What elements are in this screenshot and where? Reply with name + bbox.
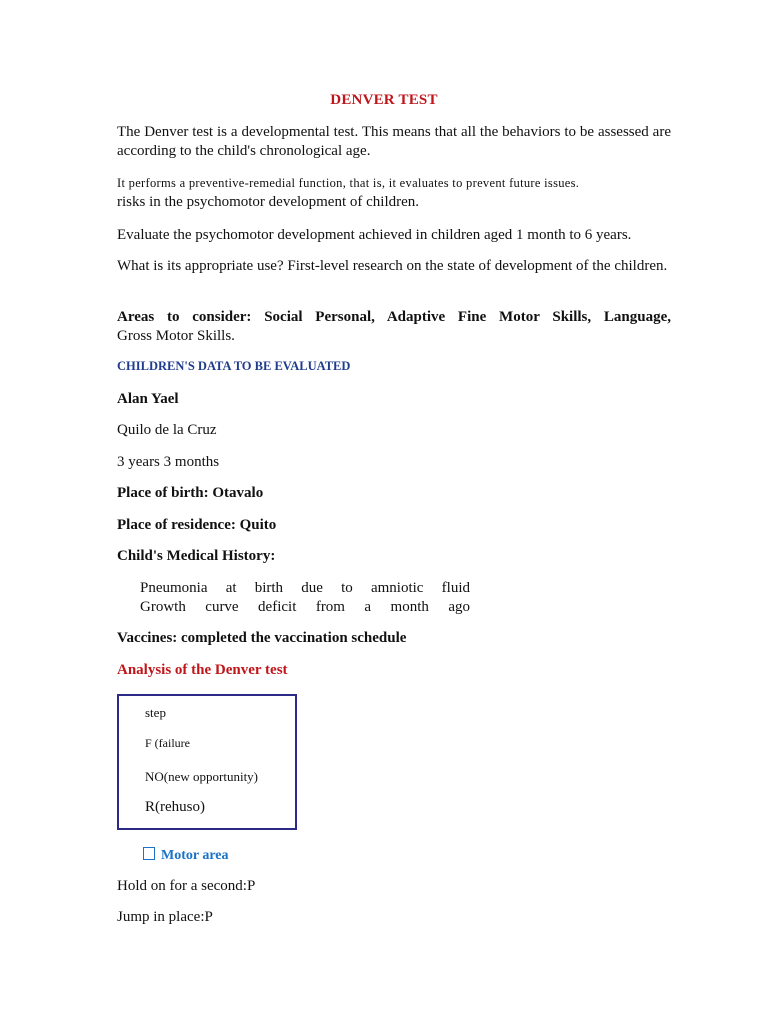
preventive-line-2: risks in the psychomotor development of children.: [117, 194, 420, 210]
legend-box: [117, 694, 297, 830]
legend-new-opportunity: NO(new opportunity): [145, 769, 259, 784]
motor-area-label: Motor area: [161, 848, 229, 863]
intro-paragraph: The Denver test is a developmental test. This means that all the behaviors to be assessed are according to the child's chronological age.: [117, 124, 671, 159]
legend-refusal: R(rehuso): [145, 799, 205, 815]
vaccines-line: Vaccines: completed the vaccination schedule: [117, 630, 407, 646]
areas-bold-line: Areas to consider: Social Personal, Adaptive Fine Motor Skills, Language,: [117, 309, 671, 325]
medical-history-item: Pneumonia at birth due to amniotic fluid: [140, 580, 470, 596]
child-residence: Place of residence: Quito: [117, 517, 277, 533]
child-last-name: Quilo de la Cruz: [117, 422, 217, 438]
child-birth-place: Place of birth: Otavalo: [117, 485, 264, 501]
child-first-name: Alan Yael: [117, 391, 179, 407]
missing-glyph-icon: [143, 847, 155, 860]
motor-item: Hold on for a second:P: [117, 878, 256, 894]
legend-failure: F (failure: [145, 736, 190, 750]
legend-step: step: [145, 705, 166, 720]
motor-item: Jump in place:P: [117, 909, 213, 925]
motor-area-heading: [143, 847, 229, 864]
children-data-header: CHILDREN'S DATA TO BE EVALUATED: [117, 359, 351, 373]
evaluate-paragraph: Evaluate the psychomotor development achieved in children aged 1 month to 6 years.: [117, 227, 632, 243]
analysis-header: Analysis of the Denver test: [117, 662, 288, 678]
medical-history-item: Growth curve deficit from a month ago: [140, 599, 470, 615]
document-title: DENVER TEST: [330, 92, 438, 108]
medical-history-label: Child's Medical History:: [117, 548, 276, 564]
preventive-line-1: It performs a preventive-remedial function, that is, it evaluates to prevent future issues.: [117, 176, 580, 190]
use-paragraph: What is its appropriate use? First-level research on the state of development of the children.: [117, 258, 668, 274]
child-age: 3 years 3 months: [117, 454, 220, 470]
areas-rest-line: Gross Motor Skills.: [117, 328, 235, 344]
